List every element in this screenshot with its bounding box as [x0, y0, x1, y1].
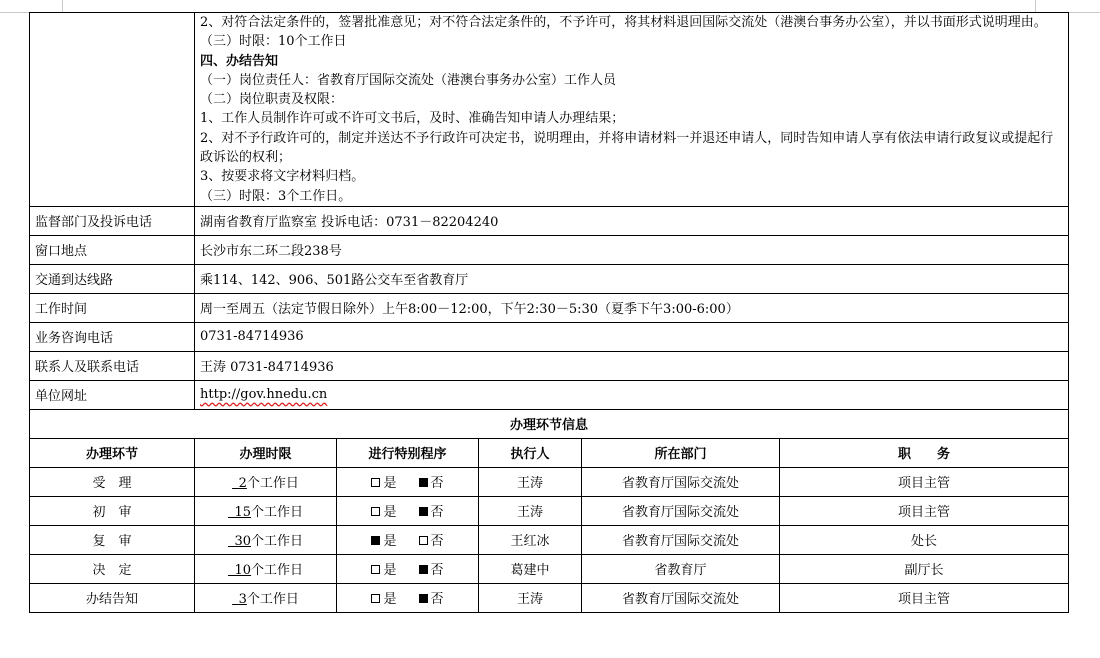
no-label: 否: [430, 563, 444, 579]
procedure-content-cell: [195, 13, 1069, 207]
info-row: [30, 322, 1069, 351]
header-executor: 执行人: [479, 438, 582, 467]
info-row: [30, 264, 1069, 293]
no-checkbox: [419, 594, 428, 603]
process-header-row: [30, 438, 1069, 467]
process-department: 省教育厅国际交流处: [582, 467, 780, 496]
process-step: 决 定: [30, 554, 195, 583]
process-section-title-row: [30, 409, 1069, 438]
no-label: 否: [430, 592, 444, 608]
no-checkbox: [419, 536, 428, 545]
days-value: 3: [238, 592, 247, 608]
info-row: [30, 206, 1069, 235]
process-executor: 王涛: [479, 467, 582, 496]
days-unit: 个工作日: [251, 563, 304, 579]
info-row: [30, 235, 1069, 264]
content-line: 1、工作人员制作许可或不许可文书后，及时、准确告知申请人办理结果；: [200, 111, 625, 127]
header-special: 进行特别程序: [337, 438, 479, 467]
days-value: 30: [234, 534, 252, 550]
info-value: 湖南省教育厅监察室 投诉电话：0731－82204240: [195, 206, 1069, 235]
info-value: 长沙市东二环二段238号: [195, 235, 1069, 264]
process-department: 省教育厅: [582, 554, 780, 583]
procedure-content-row: [30, 13, 1069, 207]
info-row: [30, 293, 1069, 322]
website-link[interactable]: http://gov.hnedu.cn: [200, 387, 328, 403]
process-step: 办结告知: [30, 583, 195, 612]
process-time-limit: [195, 496, 337, 525]
no-label: 否: [430, 476, 444, 492]
content-line: 2、对符合法定条件的，签署批准意见；对不符合法定条件的，不予许可，将其材料退回国际交流处（港澳台事务办公室），并以书面形式说明理由。: [200, 15, 1047, 30]
header-position: 职 务: [780, 438, 1069, 467]
info-label: 联系人及联系电话: [30, 351, 195, 380]
header-department: 所在部门: [582, 438, 780, 467]
process-time-limit: [195, 583, 337, 612]
no-label: 否: [430, 534, 444, 550]
process-row: [30, 467, 1069, 496]
process-row: [30, 554, 1069, 583]
process-row: [30, 496, 1069, 525]
info-row: [30, 351, 1069, 380]
yes-label: 是: [383, 563, 397, 579]
process-position: 项目主管: [780, 583, 1069, 612]
process-section-title: 办理环节信息: [30, 409, 1069, 438]
approval-procedure-table: [29, 12, 1069, 613]
process-special: [337, 525, 479, 554]
info-row: [30, 380, 1069, 409]
content-line: （三）时限：3个工作日。: [200, 188, 352, 204]
process-step: 复 审: [30, 525, 195, 554]
info-label: 工作时间: [30, 293, 195, 322]
info-label: 单位网址: [30, 380, 195, 409]
process-special: [337, 467, 479, 496]
no-checkbox: [419, 565, 428, 574]
process-special: [337, 554, 479, 583]
days-unit: 个工作日: [251, 534, 304, 550]
yes-checkbox: [371, 507, 380, 516]
content-line: 3、按要求将文字材料归档。: [200, 169, 365, 185]
process-row: [30, 583, 1069, 612]
process-rows: [30, 467, 1069, 612]
content-line: （一）岗位责任人：省教育厅国际交流处（港澳台事务办公室）工作人员: [200, 72, 617, 88]
info-value: 周一至周五（法定节假日除外）上午8:00－12:00，下午2:30－5:30（夏季下午3:00-6:00）: [195, 293, 1069, 322]
process-executor: 王红冰: [479, 525, 582, 554]
info-rows: [30, 206, 1069, 409]
process-row: [30, 525, 1069, 554]
yes-label: 是: [383, 592, 397, 608]
yes-checkbox: [371, 536, 380, 545]
process-special: [337, 496, 479, 525]
info-value-cell: [195, 380, 1069, 409]
process-position: 项目主管: [780, 496, 1069, 525]
info-label: 监督部门及投诉电话: [30, 206, 195, 235]
process-time-limit: [195, 525, 337, 554]
header-step: 办理环节: [30, 438, 195, 467]
process-special: [337, 583, 479, 612]
process-executor: 王涛: [479, 496, 582, 525]
process-position: 副厅长: [780, 554, 1069, 583]
yes-checkbox: [371, 565, 380, 574]
margin-guide-right-vertical: [1035, 0, 1036, 12]
header-time-limit: 办理时限: [195, 438, 337, 467]
days-unit: 个工作日: [246, 476, 299, 492]
margin-guide-top-right: [1068, 12, 1100, 13]
days-value: 15: [234, 505, 252, 521]
info-value: 乘114、142、906、501路公交车至省教育厅: [195, 264, 1069, 293]
process-department: 省教育厅国际交流处: [582, 496, 780, 525]
yes-label: 是: [383, 505, 397, 521]
yes-checkbox: [371, 594, 380, 603]
process-department: 省教育厅国际交流处: [582, 525, 780, 554]
margin-guide-top-left: [0, 12, 29, 13]
content-line: 四、办结告知: [200, 53, 279, 69]
info-label: 业务咨询电话: [30, 322, 195, 351]
yes-checkbox: [371, 478, 380, 487]
days-unit: 个工作日: [251, 505, 304, 521]
info-label: 交通到达线路: [30, 264, 195, 293]
process-step: 初 审: [30, 496, 195, 525]
content-line: （三）时限：10个工作日: [200, 34, 347, 50]
yes-label: 是: [383, 534, 397, 550]
content-line: 2、对不予行政许可的，制定并送达不予行政许可决定书，说明理由，并将申请材料一并退还申请人，同时告知申请人享有依法申请行政复议或提起行政诉讼的权利；: [200, 130, 1054, 166]
process-executor: 王涛: [479, 583, 582, 612]
process-step: 受 理: [30, 467, 195, 496]
no-label: 否: [430, 505, 444, 521]
margin-guide-left-vertical: [62, 0, 63, 12]
process-time-limit: [195, 467, 337, 496]
process-executor: 葛建中: [479, 554, 582, 583]
process-position: 处长: [780, 525, 1069, 554]
process-department: 省教育厅国际交流处: [582, 583, 780, 612]
info-label: 窗口地点: [30, 235, 195, 264]
days-unit: 个工作日: [246, 592, 299, 608]
info-value: 王涛 0731-84714936: [195, 351, 1069, 380]
yes-label: 是: [383, 476, 397, 492]
process-position: 项目主管: [780, 467, 1069, 496]
no-checkbox: [419, 507, 428, 516]
days-value: 2: [238, 476, 247, 492]
no-checkbox: [419, 478, 428, 487]
content-line: （二）岗位职责及权限：: [200, 92, 344, 108]
procedure-label-cell: [30, 13, 195, 207]
info-value: 0731-84714936: [195, 322, 1069, 351]
days-value: 10: [234, 563, 252, 579]
process-time-limit: [195, 554, 337, 583]
